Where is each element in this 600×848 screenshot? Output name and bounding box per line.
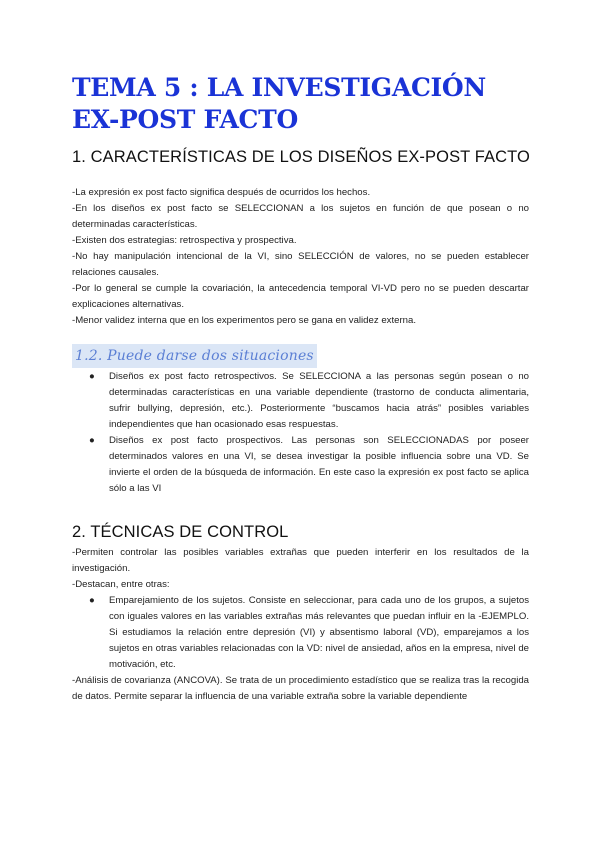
page-title (72, 72, 542, 136)
section-2-list (72, 593, 529, 673)
paragraph-line: -Menor validez interna que en los experimentos pero se gana en validez externa. (72, 315, 416, 326)
bullet-icon: ● (89, 371, 95, 382)
subsection-heading: 1.2. Puede darse dos situaciones (72, 344, 317, 368)
paragraph-line: -Permiten controlar las posibles variables extrañas que pueden interferir en los resultados de la investigación. (72, 547, 529, 574)
section-1-heading: 1. CARACTERÍSTICAS DE LOS DISEÑOS EX-POST FACTO (72, 148, 530, 166)
section-2-closing (72, 673, 529, 705)
paragraph-line: -Por lo general se cumple la covariación, la antecedencia temporal VI-VD pero no se pueden descartar explicaciones alternativas. (72, 283, 529, 310)
paragraph-line: -Destacan, entre otras: (72, 579, 170, 590)
subsection-list (72, 369, 529, 497)
paragraph-line: -En los diseños ex post facto se SELECCIONAN a los sujetos en función de que posean o no determinadas características. (72, 203, 529, 230)
paragraph-line: -Análisis de covarianza (ANCOVA). Se trata de un procedimiento estadístico que se realiza tras la recogida de datos. Permite separar la influencia de una variable extraña sobre la variable dependiente (72, 675, 529, 702)
section-2-body (72, 545, 529, 593)
list-item-text: Diseños ex post facto prospectivos. Las personas son SELECCIONADAS por poseer determinados valores en una VI, se desea investigar la posible influencia sobre una VD. Se invierte el orden de la búsqueda de información. En este caso la expresión ex post facto se aplica sólo a las VI (109, 435, 529, 494)
list-item-text: Diseños ex post facto retrospectivos. Se SELECCIONA a las personas según posean o no determinadas características en una variable dependiente (trastorno de conducta alimentaria, sufrir bullying, depresión, etc.). Posteriormente “buscamos hacia atrás” posibles variables independientes que han ocasionado esas respuestas. (109, 371, 529, 430)
paragraph-line: -Existen dos estrategias: retrospectiva y prospectiva. (72, 235, 297, 246)
paragraph-line: -No hay manipulación intencional de la VI, sino SELECCIÓN de valores, no se pueden establecer relaciones causales. (72, 251, 529, 278)
list-item-text: Emparejamiento de los sujetos. Consiste en seleccionar, para cada uno de los grupos, a sujetos con iguales valores en las variables extrañas más relevantes que puedan influir en la -EJEMPLO. Si estudiamos la relación entre depresión (VI) y absentismo laboral (VD), emparejamos a los sujetos en otras variables relacionadas con la VD: nivel de ansiedad, años en la empresa, nivel de motivación, etc. (109, 595, 529, 670)
section-1-body (72, 185, 529, 329)
list-item (72, 593, 529, 673)
list-item (72, 369, 529, 433)
title-line-1: TEMA 5 : LA INVESTIGACIÓN (72, 73, 486, 102)
bullet-icon: ● (89, 595, 95, 606)
list-item (72, 433, 529, 497)
section-2-heading: 2. TÉCNICAS DE CONTROL (72, 523, 289, 541)
bullet-icon: ● (89, 435, 95, 446)
paragraph-line: -La expresión ex post facto significa después de ocurridos los hechos. (72, 187, 371, 198)
title-line-2: EX-POST FACTO (72, 105, 298, 134)
